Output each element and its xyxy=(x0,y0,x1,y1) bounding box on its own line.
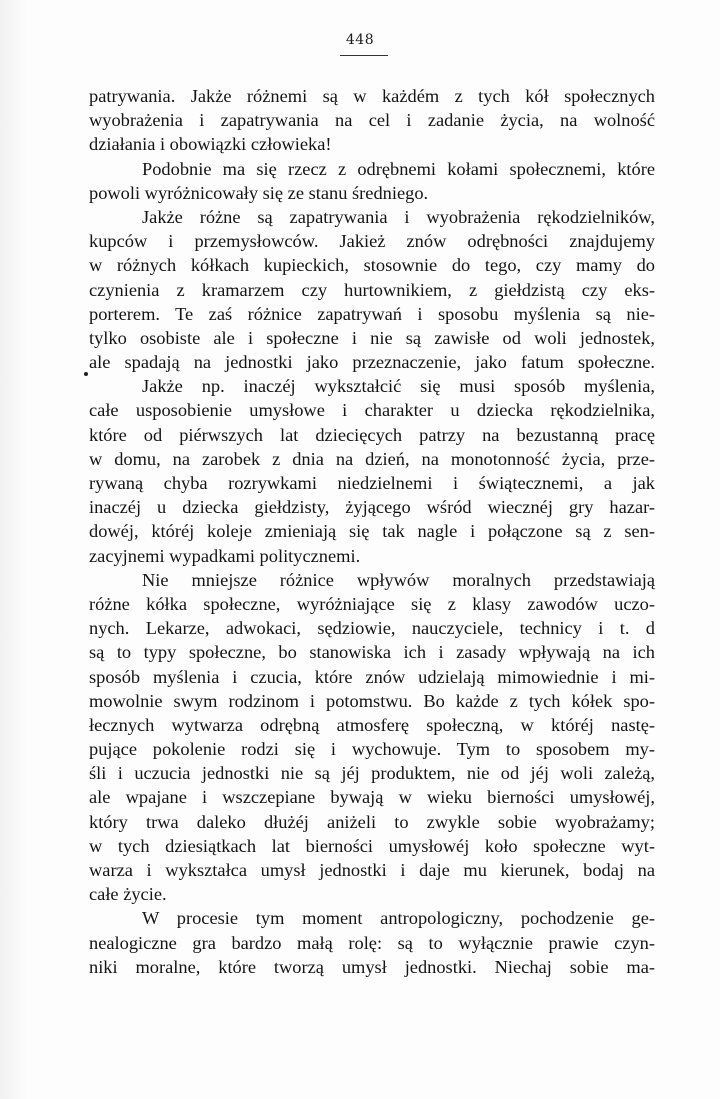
text-line: warza i wykształca umysł jednostki i daje mu kierunek, bodaj na xyxy=(89,860,655,880)
text-line: Nie mniejsze różnice wpływów moralnych przedstawiają xyxy=(142,569,655,590)
text-line: mowolnie swym rodzinom i potomstwu. Bo każde z tych kółek spo- xyxy=(89,690,655,711)
text-line: śli i uczucia jednostki nie są jéj produktem, nie od jéj woli zależą, xyxy=(89,763,655,784)
text-line: kupców i przemysłowców. Jakież znów odrębności znajdujemy xyxy=(89,231,655,252)
text-line: W procesie tym moment antropologiczny, pochodzenie ge- xyxy=(142,908,655,929)
text-line: Jakże różne są zapatrywania i wyobrażenia rękodzielników, xyxy=(142,206,655,227)
text-line: inaczéj u dziecka giełdzisty, żyjącego wśród wiecznéj gry hazar- xyxy=(89,497,655,518)
text-line: nych. Lekarze, adwokaci, sędziowie, nauczyciele, technicy i t. d xyxy=(89,618,655,639)
text-line: Jakże np. inaczéj wykształcić się musi sposób myślenia, xyxy=(142,376,655,397)
text-line: patrywania. Jakże różnemi są w każdém z tych kół społecznych xyxy=(89,86,655,106)
text-line: nealogiczne gra bardzo małą rolę: są to wyłącznie prawie czyn- xyxy=(89,932,655,953)
text-line: rywaną chyba rozrywkami niedzielnemi i świątecznemi, a jak xyxy=(89,473,655,493)
text-line: niki moralne, które tworzą umysł jednostki. Niechaj sobie ma- xyxy=(89,956,655,977)
text-line: łecznych wytwarza odrębną atmosferę społeczną, w któréj nastę- xyxy=(89,714,655,735)
text-line: czynienia z kramarzem czy hurtownikiem, z giełdzistą czy eks- xyxy=(89,279,655,300)
text-line: dowéj, któréj koleje zmieniają się tak nagle i połączone są z sen- xyxy=(89,521,655,542)
text-line: tylko osobiste ale i społeczne i nie są zawisłe od woli jednostek, xyxy=(89,327,655,348)
text-line: w tych dziesiątkach lat bierności umysłowéj koło społeczne wyt- xyxy=(89,835,655,856)
text-line: które od piérwszych lat dziecięcych patrzy na bezustanną pracę xyxy=(89,424,655,445)
text-line: ale spadają na jednostki jako przeznaczenie, jako fatum społeczne. xyxy=(89,352,655,373)
text-line: różne kółka społeczne, wyróżniające się z klasy zawodów uczo- xyxy=(89,593,655,614)
text-line: są to typy społeczne, bo stanowiska ich i zasady wpływają na ich xyxy=(89,642,655,663)
page-number: 448 xyxy=(345,32,375,48)
text-line: zacyjnemi wypadkami politycznemi. xyxy=(89,545,361,566)
text-line: porterem. Te zaś różnice zapatrywań i sposobu myślenia są nie- xyxy=(89,303,655,324)
text-line: Podobnie ma się rzecz z odrębnemi kołami społecznemi, które xyxy=(142,158,655,179)
ink-speck xyxy=(84,372,88,376)
text-line: w różnych kółkach kupieckich, stosownie do tego, czy mamy do xyxy=(89,255,655,276)
text-line: który trwa daleko dłużéj aniżeli to zwykle sobie wyobrażamy; xyxy=(89,811,655,832)
header-rule xyxy=(340,55,388,56)
text-line: w domu, na zarobek z dnia na dzień, na monotonność życia, prze- xyxy=(89,448,655,469)
text-line: sposób myślenia i czucia, które znów udzielają mimowiednie i mi- xyxy=(89,666,655,687)
body-text xyxy=(89,84,655,979)
text-line: całe usposobienie umysłowe i charakter u dziecka rękodzielnika, xyxy=(89,400,655,421)
text-line: powoli wyróżnicowały się ze stanu średniego. xyxy=(89,182,429,203)
text-line: pujące pokolenie rodzi się i wychowuje. Tym to sposobem my- xyxy=(89,739,655,760)
text-line: ale wpajane i wszczepiane bywają w wieku bierności umysłowéj, xyxy=(89,787,655,808)
page-edge-shadow xyxy=(0,0,28,1099)
text-line: całe życie. xyxy=(89,884,167,905)
text-line: wyobrażenia i zapatrywania na cel i zadanie życia, na wolność xyxy=(89,110,655,131)
text-line: działania i obowiązki człowieka! xyxy=(89,134,332,155)
